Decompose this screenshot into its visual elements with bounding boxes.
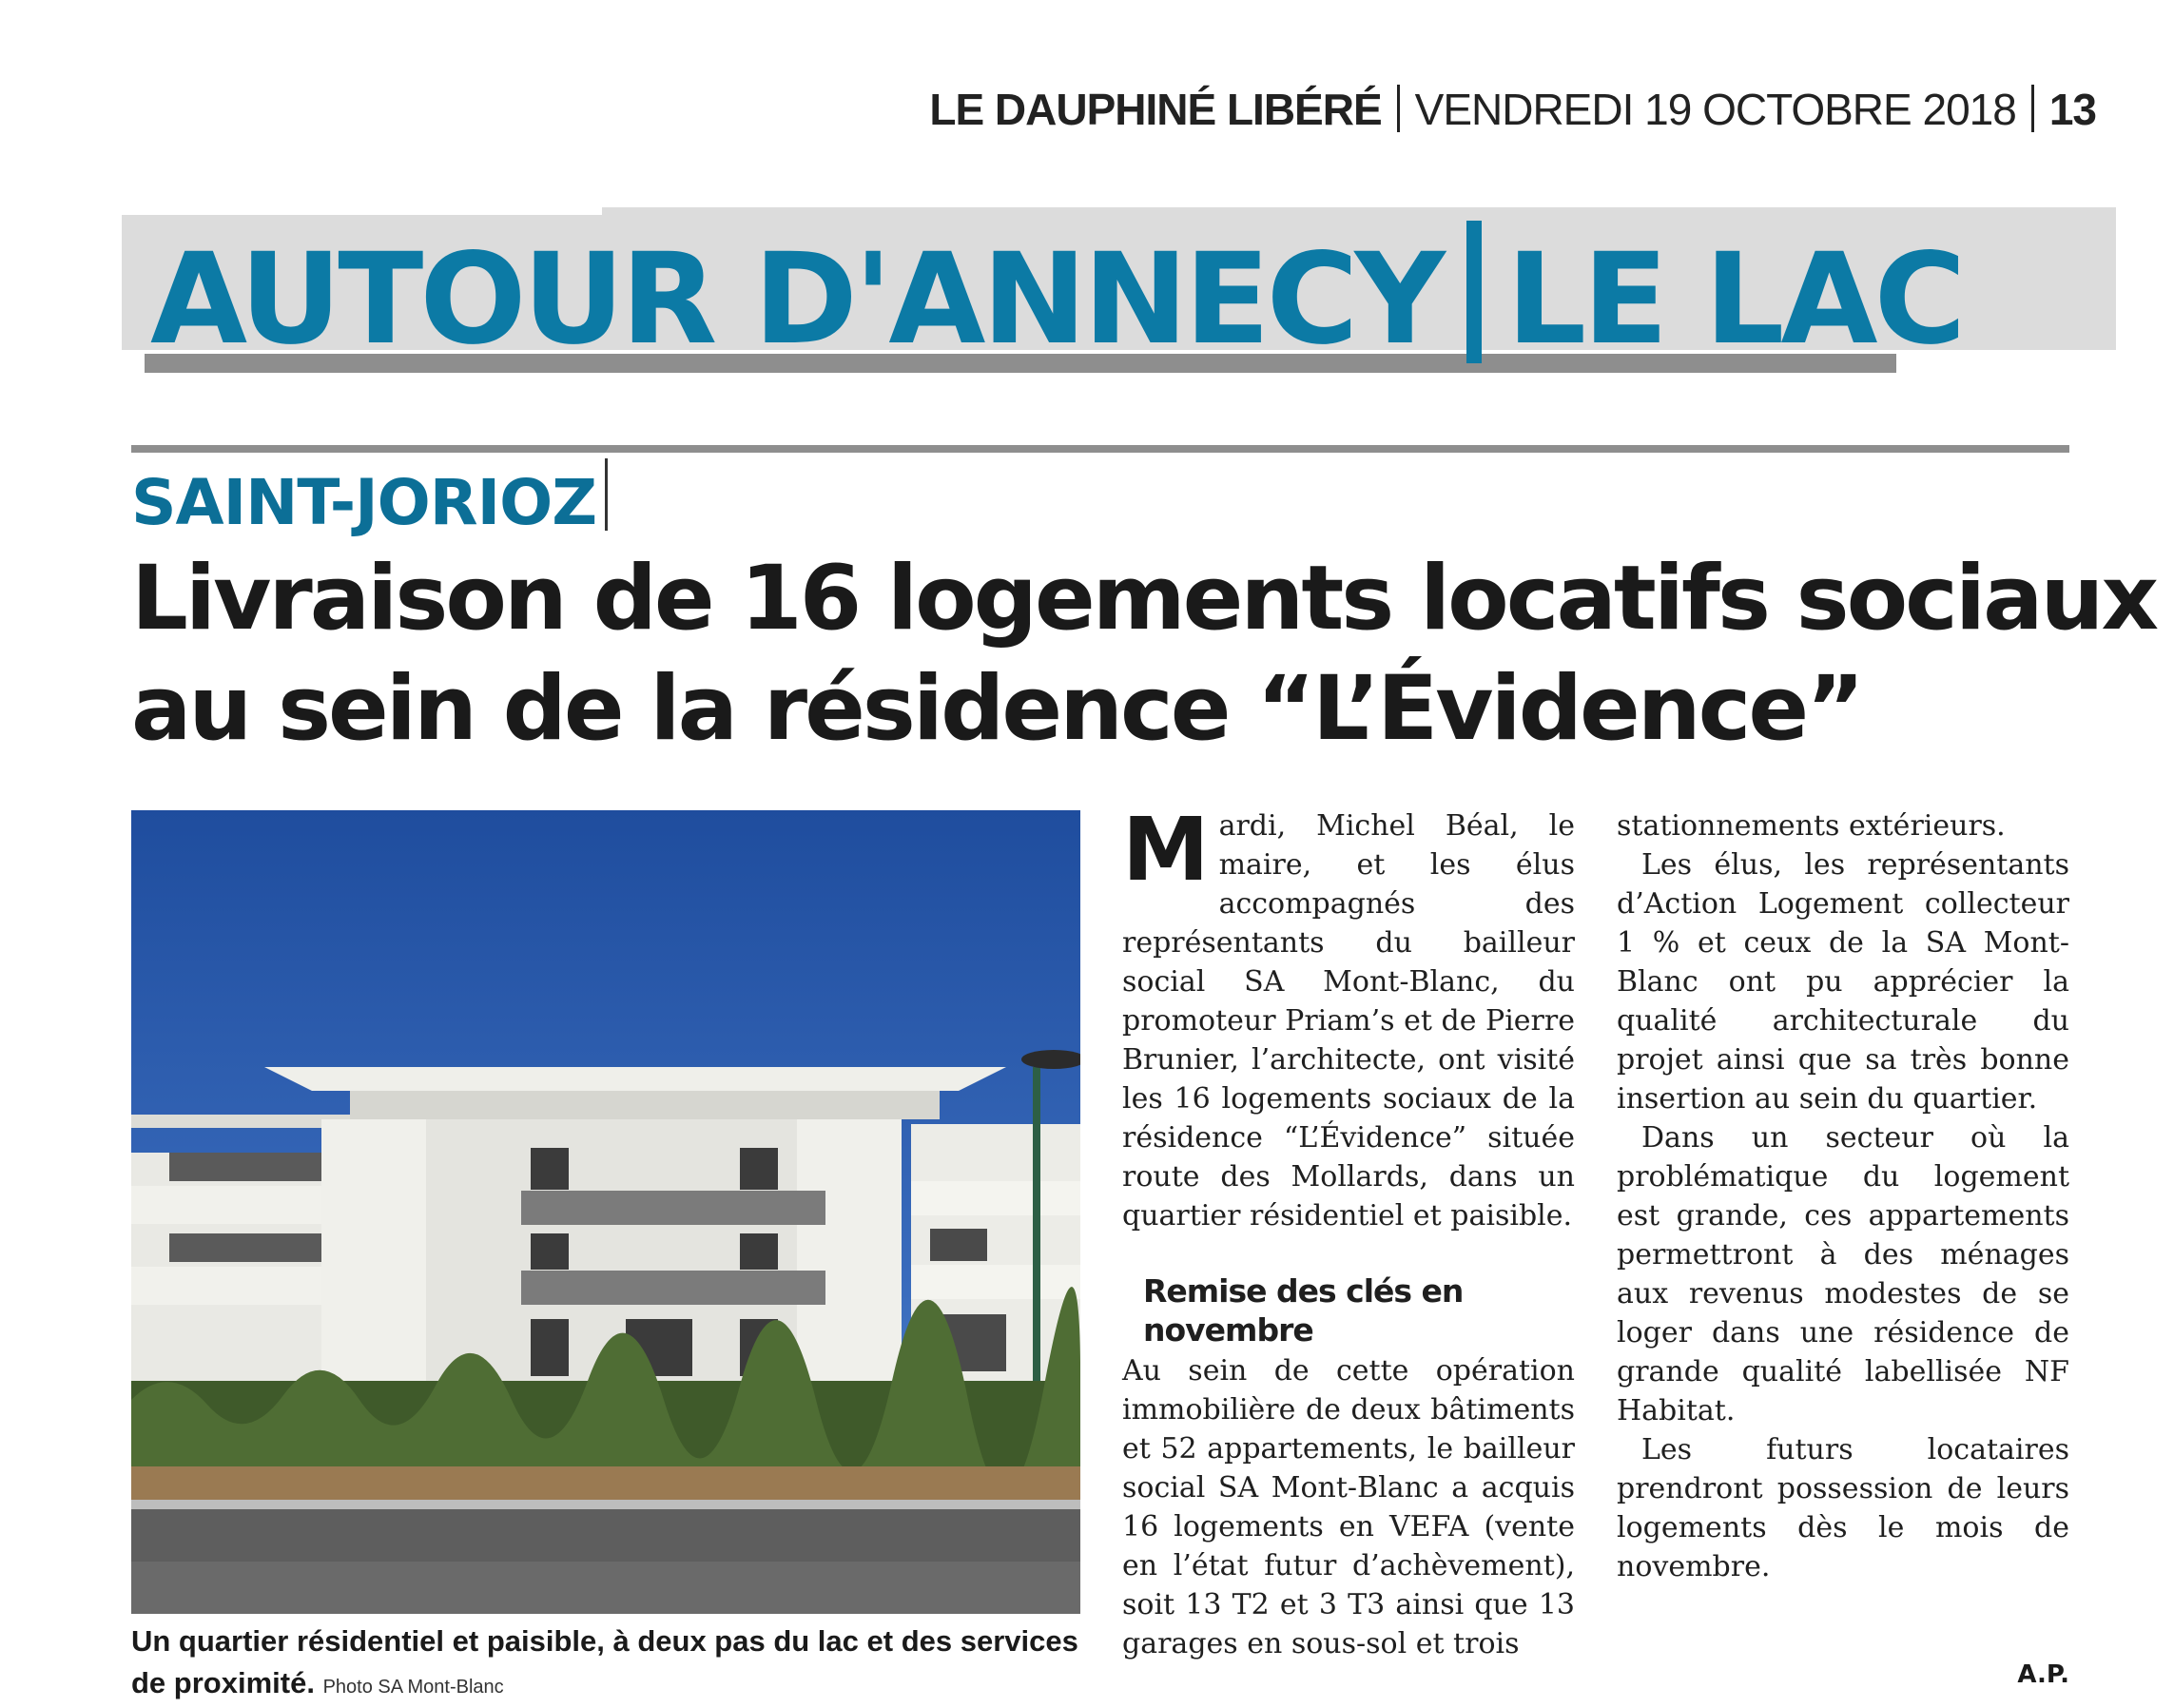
section-title-separator <box>1466 221 1482 363</box>
section-title <box>150 221 1963 373</box>
issue-date: VENDREDI 19 OCTOBRE 2018 <box>1414 85 2016 134</box>
drop-cap: M <box>1122 799 1210 901</box>
residence-building-photo <box>131 810 1080 1614</box>
article-column-2 <box>1617 806 2069 1586</box>
headline-line-1: Livraison de 16 logements locatifs sociaux <box>131 547 2157 650</box>
paragraph-3: Les élus, les représentants d’Action Logement collecteur 1 % et ceux de la SA Mont-Blanc ont pu apprécier la qualité architecturale du projet ainsi que sa très bonne insertion au sein du quartier. <box>1617 848 2069 1116</box>
article-paragraph <box>1122 799 1575 1235</box>
article-headline <box>131 544 2156 765</box>
paragraph-4: Dans un secteur où la problématique du logement est grande, ces appartements permettront à des ménages aux revenus modestes de se loger dans une résidence de grande qualité labellisée NF Habitat. <box>1617 1121 2069 1427</box>
photo-caption <box>131 1621 1092 1708</box>
section-title-left: AUTOUR D'ANNECY <box>150 226 1443 373</box>
section-title-right: LE LAC <box>1506 226 1963 373</box>
article-photo <box>131 810 1080 1614</box>
author-signature: A.P. <box>2017 1660 2069 1689</box>
article-column-1 <box>1122 799 1575 1663</box>
band-notch <box>122 207 602 215</box>
newspaper-name: LE DAUPHINÉ LIBÉRÉ <box>929 85 1382 134</box>
folio-separator <box>1397 85 1400 132</box>
page-number: 13 <box>2048 85 2096 134</box>
photo-credit: Photo SA Mont-Blanc <box>322 1677 504 1698</box>
folio-separator <box>2031 85 2034 132</box>
paragraph-2-continued: stationnements extérieurs. <box>1617 809 2006 843</box>
page-folio <box>929 84 2096 135</box>
paragraph-1-text: ardi, Michel Béal, le maire, et les élus accompagnés des représentants du bailleur social SA Mont-Blanc, du promoteur Priam’s et de Pierre Brunier, l’architecte, ont visité les 16 logements sociaux de la résidence “L’Évidence” située route des Mollards, dans un quartier résidentiel et paisible. <box>1122 809 1575 1232</box>
headline-line-2: au sein de la résidence “L’Évidence” <box>131 657 1862 761</box>
article-kicker: SAINT-JORIOZ <box>131 466 597 539</box>
kicker-rule <box>131 445 2069 453</box>
paragraph-5: Les futurs locataires prendront possession de leurs logements dès le mois de novembre. <box>1617 1433 2069 1583</box>
article-subhead: Remise des clés en novembre <box>1143 1272 1464 1349</box>
paragraph-2: Au sein de cette opération immobilière de deux bâtiments et 52 appartements, le bailleur social SA Mont-Blanc a acquis 16 logements en VEFA (vente en l’état futur d’achèvement), soit 13 T2 et 3 T3 ainsi que 13 garages en sous-sol et trois <box>1122 1354 1575 1660</box>
kicker-separator <box>605 458 608 531</box>
caption-text: Un quartier résidentiel et paisible, à deux pas du lac et des services de proximité. <box>131 1624 1078 1699</box>
